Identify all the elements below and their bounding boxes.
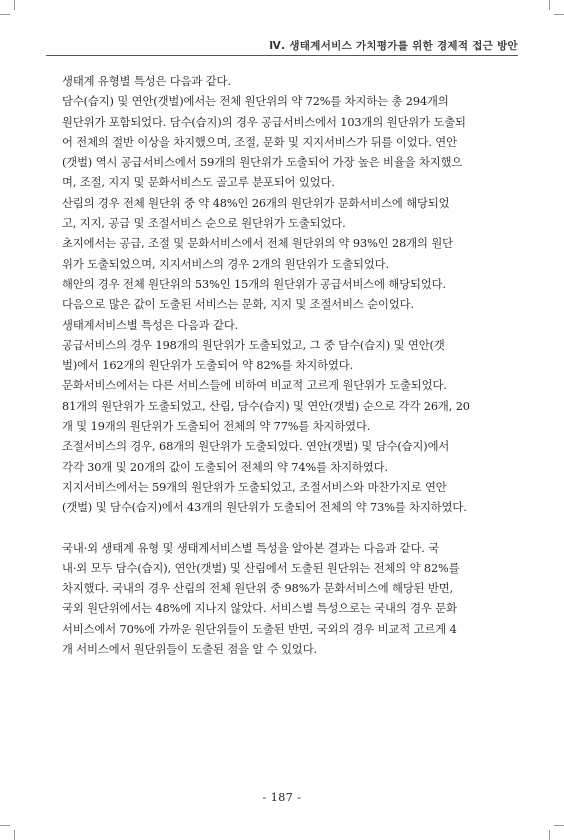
text-line: (갯벌) 역시 공급서비스에서 59개의 원단위가 도출되어 가장 높은 비율을 차지했으 [62,156,463,170]
text-line: 각각 30개 및 20개의 값이 도출되어 전체의 약 74%를 차지하였다. [62,460,388,474]
text-line: 국내·외 생태계 유형 및 생태계서비스별 특성을 알아본 결과는 다음과 같다. 국 [62,541,440,555]
paragraph-wetland-tidal [62,92,515,193]
paragraph-type-intro [62,72,515,92]
paragraph-cultural [62,376,515,437]
paragraph-summary [62,539,515,661]
text-line: 국외 원단위에서는 48%에 지나지 않았다. 서비스별 특성으로는 국내의 경우 문화 [62,602,457,616]
paragraph-regulating [62,437,515,478]
text-line: 초지에서는 공급, 조절 및 문화서비스에서 전체 원단위의 약 93%인 28개의 원단 [62,237,453,251]
text-line: 조절서비스의 경우, 68개의 원단위가 도출되었다. 연안(갯벌) 및 담수(습지)에서 [62,440,450,454]
crop-mark-top-right-v [549,0,550,10]
text-line: 벌)에서 162개의 원단위가 도출되어 약 82%를 차지하였다. [62,359,354,373]
text-line: 문화서비스에서는 다른 서비스들에 비하여 비교적 고르게 원단위가 도출되었다. [62,379,447,393]
paragraph-forest [62,194,515,235]
crop-mark-top-left-h [0,14,10,15]
crop-mark-top-left-v [14,0,15,10]
text-line: 개 서비스에서 원단위들이 도출된 점을 알 수 있었다. [62,643,317,657]
text-line: 산림의 경우 전체 원단위 중 약 48%인 26개의 원단위가 문화서비스에 해당되었 [62,196,450,210]
running-header: Ⅳ. 생태계서비스 가치평가를 위한 경제적 접근 방안 [269,40,518,52]
paragraph-coast [62,275,515,316]
text-line: 어 전체의 절반 이상을 차지했으며, 조절, 문화 및 지지서비스가 뒤를 이었다. 연안 [62,135,457,149]
text-line: 81개의 원단위가 도출되었고, 산림, 담수(습지) 및 연안(갯벌) 순으로 각각 26개, 20 [62,399,470,413]
text-line: 차지했다. 국내의 경우 산림의 전체 원단위 중 98%가 문화서비스에 해당된 반면, [62,582,454,596]
text-line: 생태계 유형별 특성은 다음과 같다. [62,75,231,88]
text-line: 생태계서비스별 특성은 다음과 같다. [62,318,239,332]
paragraph-grassland [62,234,515,275]
text-line: 다음으로 많은 값이 도출된 서비스는 문화, 지지 및 조절서비스 순이었다. [62,298,414,312]
text-line: 며, 조절, 지지 및 문화서비스도 골고루 분포되어 있었다. [62,176,335,190]
crop-mark-bottom-right-v [549,830,550,840]
body-text [62,72,515,660]
paragraph-supporting [62,478,515,519]
text-line: 개 및 19개의 원단위가 도출되어 전체의 약 77%를 차지하였다. [62,420,371,434]
text-line: 원단위가 포함되었다. 담수(습지)의 경우 공급서비스에서 103개의 원단위가 도출되 [62,115,466,129]
page-number: - 187 - [262,791,302,804]
crop-mark-top-right-h [554,14,564,15]
paragraph-service-intro [62,316,515,336]
crop-mark-bottom-right-h [554,825,564,826]
text-line: 공급서비스의 경우 198개의 원단위가 도출되었고, 그 중 담수(습지) 및 연안(갯 [62,338,445,352]
text-line: 해안의 경우 전체 원단위의 53%인 15개의 원단위가 공급서비스에 해당되었다. [62,277,446,291]
paragraph-gap [62,519,515,539]
header-rule [46,55,518,56]
paragraph-provisioning [62,336,515,377]
crop-mark-bottom-left-v [14,830,15,840]
text-line: 지지서비스에서는 59개의 원단위가 도출되었고, 조절서비스와 마찬가지로 연안 [62,480,447,494]
text-line: 고, 지지, 공급 및 조절서비스 순으로 원단위가 도출되었다. [62,217,346,231]
text-line: 내·외 모두 담수(습지), 연안(갯벌) 및 산림에서 도출된 원단위는 전체의 약 82%를 [62,561,460,575]
text-line: 위가 도출되었으며, 지지서비스의 경우 2개의 원단위가 도출되었다. [62,257,389,271]
text-line: (갯벌) 및 담수(습지)에서 43개의 원단위가 도출되어 전체의 약 73%를 차지하였다. [62,501,467,515]
text-line: 담수(습지) 및 연안(갯벌)에서는 전체 원단위의 약 72%를 차지하는 총 294개의 [62,95,449,109]
text-line: 서비스에서 70%에 가까운 원단위들이 도출된 반면, 국외의 경우 비교적 고르게 4 [62,622,457,636]
crop-mark-bottom-left-h [0,825,10,826]
